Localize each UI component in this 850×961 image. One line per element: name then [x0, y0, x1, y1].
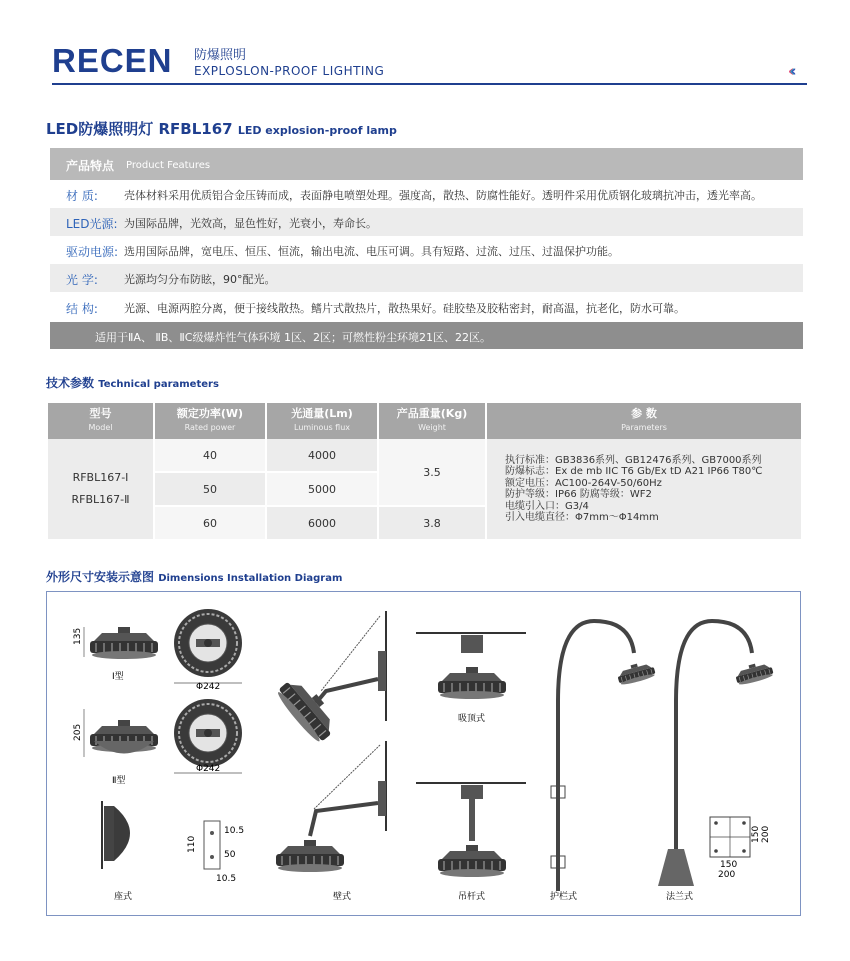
features-footer: 适用于ⅡA、 ⅡB、ⅡC级爆炸性气体环境 1区、2区；可燃性粉尘环境21区、22区。: [50, 322, 803, 349]
bracket-detail: [204, 821, 220, 869]
power-cell: 60: [154, 506, 266, 540]
product-title: LED防爆照明灯 RFBL167 LED explosion-proof lamp: [46, 120, 397, 138]
caption-pendant: 吊杆式: [458, 892, 486, 902]
wall-chain-2: [314, 745, 380, 809]
lamp-flange: [734, 660, 775, 687]
caption-type1: Ⅰ型: [112, 672, 124, 682]
dim-flange-d: 200: [761, 825, 771, 843]
features-heading: 产品特点 Product Features: [50, 148, 803, 180]
caption-wall: 壁式: [333, 892, 352, 902]
installation-diagram: [46, 591, 801, 916]
col-params: 参 数 Parameters: [486, 403, 802, 439]
brand-name-en: EXPLOSLON-PROOF LIGHTING: [194, 64, 385, 78]
col-weight: 产品重量(Kg) Weight: [378, 403, 486, 439]
lamp-guardrail: [616, 660, 657, 687]
caption-ceiling: 吸顶式: [458, 714, 486, 724]
tech-section-title: 技术参数 Technical parameters: [46, 376, 219, 390]
wall-arm: [316, 679, 378, 703]
col-flux: 光通量(Lm) Luminous flux: [266, 403, 378, 439]
feature-row: 材 质: 壳体材料采用优质铝合金压铸而成，表面静电喷塑处理。强度高，散热、防腐性能好。透明件采用优质钢化玻璃抗冲击，透光率高。: [66, 189, 762, 203]
weight-cell: 3.8: [378, 506, 486, 540]
caption-seat: 座式: [114, 892, 133, 902]
brand-logo: RECEN: [52, 42, 173, 79]
dim-flange-c: 150: [751, 825, 761, 843]
dim-d1: Φ242: [196, 682, 221, 692]
dim-d2: Φ242: [196, 764, 221, 774]
feature-row: LED光源: 为国际品牌，光效高，显色性好，光衰小，寿命长。: [50, 208, 803, 236]
col-power: 额定功率(W) Rated power: [154, 403, 266, 439]
wall-bracket: [378, 651, 386, 691]
wall-arm-2: [310, 803, 378, 836]
pendant-rod: [469, 799, 475, 841]
lamp-wall-pendant: [276, 840, 344, 872]
chevrons-icon: ‹‹‹: [788, 62, 792, 80]
feature-row: 结 构: 光源、电源两腔分离，便于接线散热。鳍片式散热片，散热果好。硅胶垫及胶粘密封，耐高温，抗老化，防水可靠。: [66, 302, 685, 316]
lamp-ceiling: [438, 667, 506, 699]
weight-cell: 3.5: [378, 439, 486, 506]
dim-bracket-w: 10.5: [224, 826, 245, 836]
model-cell: RFBL167-Ⅰ RFBL167-Ⅱ: [48, 439, 154, 540]
col-model: 型号 Model: [48, 403, 154, 439]
dim-flange-a: 150: [720, 860, 738, 870]
lamp-type1-top: [174, 609, 242, 677]
guardrail-pole: [558, 621, 634, 891]
flange-base: [658, 849, 694, 886]
caption-type2: Ⅱ型: [112, 776, 126, 786]
lamp-glass-cover: [94, 741, 154, 754]
caption-flange: 法兰式: [666, 892, 694, 902]
wall-bracket-2: [378, 781, 386, 816]
seat-bracket: [104, 806, 114, 861]
feature-row: 光 学: 光源均匀分布防眩，90°配光。: [50, 264, 803, 292]
dim-h1: 135: [73, 627, 83, 645]
feature-row: 驱动电源: 选用国际品牌，宽电压、恒压、恒流，输出电流、电压可调。具有短路、过流、过压、过温保护功能。: [66, 245, 619, 259]
power-cell: 50: [154, 472, 266, 506]
header-divider: [52, 83, 807, 85]
flux-cell: 6000: [266, 506, 378, 540]
dim-h2: 205: [73, 723, 83, 741]
ceiling-box: [461, 635, 483, 653]
flux-cell: 4000: [266, 439, 378, 472]
lamp-type1-side: [90, 627, 158, 659]
diagram-section-title: 外形尺寸安装示意图 Dimensions Installation Diagram: [46, 570, 343, 584]
lamp-type2-top: [174, 699, 242, 767]
pendant-box: [461, 785, 483, 799]
lamp-wall-angled: [274, 673, 342, 746]
dim-bracket-h: 110: [187, 835, 197, 853]
brand-name-cn: 防爆照明: [194, 48, 247, 63]
dim-bracket-gap: 50: [224, 850, 236, 860]
dim-flange-b: 200: [718, 870, 736, 880]
power-cell: 40: [154, 439, 266, 472]
caption-guardrail: 护栏式: [550, 892, 578, 902]
lamp-seat: [114, 806, 130, 861]
params-cell: 执行标准：GB3836系列、GB12476系列、GB7000系列 防爆标志：Ex de mb IIC T6 Gb/Ex tD A21 IP66 T80℃ 额定电压：AC100-264V-50/60Hz 防护等级：IP66 防腐等级：WF2 电缆引入口：G3/4 引入电缆直径：Φ7mm～Φ14mm: [486, 439, 802, 540]
dim-bracket-b: 10.5: [216, 874, 237, 884]
lamp-pendant: [438, 845, 506, 877]
tech-table: [48, 403, 803, 541]
flange-pole: [676, 621, 752, 886]
flux-cell: 5000: [266, 472, 378, 506]
